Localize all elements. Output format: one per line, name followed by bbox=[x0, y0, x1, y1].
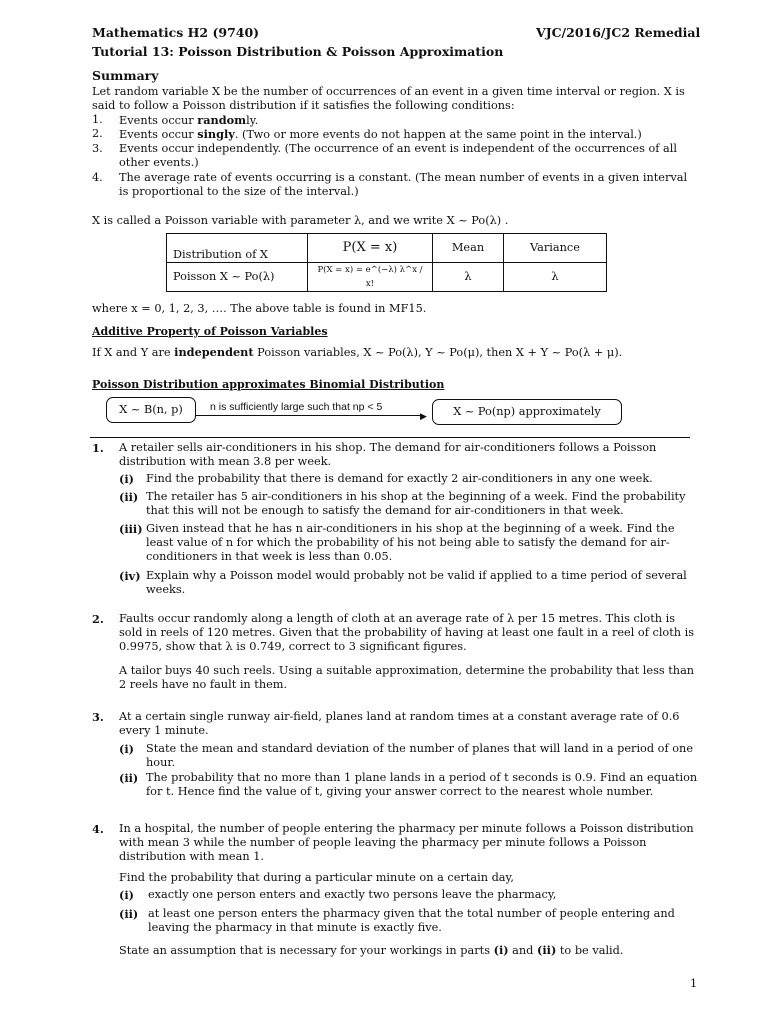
question-number: 2. bbox=[92, 612, 104, 626]
part-label: (i) bbox=[119, 742, 134, 756]
course-title: Mathematics H2 (9740) bbox=[92, 25, 260, 40]
condition-number: 4. bbox=[92, 171, 103, 184]
part-label: (i) bbox=[119, 888, 134, 902]
page-number: 1 bbox=[690, 977, 698, 990]
table-cell-pmf: P(X = x) = e^(−λ) λ^x / x! bbox=[308, 263, 433, 292]
part-text: least value of n for which the probability of his not being able to satisfy the demand for air- bbox=[146, 536, 670, 549]
question-text: 0.9975, show that λ is 0.749, correct to 3 significant figures. bbox=[119, 640, 467, 653]
condition-2: Events occur singly. (Two or more events do not happen at the same point in the interval.) bbox=[119, 127, 642, 141]
question-number: 3. bbox=[92, 710, 104, 724]
part-label: (iv) bbox=[119, 569, 141, 583]
condition-4-cont: is proportional to the size of the interval.) bbox=[119, 185, 359, 198]
summary-intro-line: said to follow a Poisson distribution if it satisfies the following conditions: bbox=[92, 99, 515, 112]
condition-4: The average rate of events occurring is a constant. (The mean number of events in a given interval bbox=[119, 171, 688, 184]
table-head-distribution: Distribution of X bbox=[167, 234, 308, 263]
table-cell-mean: λ bbox=[433, 263, 504, 292]
part-text: hour. bbox=[146, 756, 176, 769]
poisson-table bbox=[166, 233, 607, 292]
part-label: (ii) bbox=[119, 907, 139, 921]
part-text: The retailer has 5 air-conditioners in his shop at the beginning of a week. Find the probability bbox=[146, 490, 686, 503]
poisson-box: X ~ Po(np) approximately bbox=[432, 399, 622, 425]
part-label: (ii) bbox=[119, 490, 139, 504]
table-note: where x = 0, 1, 2, 3, …. The above table is found in MF15. bbox=[92, 302, 427, 315]
additive-statement: If X and Y are independent Poisson variables, X ~ Po(λ), Y ~ Po(μ), then X + Y ~ Po(λ + μ). bbox=[92, 345, 623, 359]
part-text: The probability that no more than 1 plane lands in a period of t seconds is 0.9. Find an equation bbox=[146, 771, 698, 784]
part-text: Find the probability that there is demand for exactly 2 air-conditioners in any one week. bbox=[146, 472, 653, 485]
question-text: Faults occur randomly along a length of cloth at an average rate of λ per 15 metres. This cloth is bbox=[119, 612, 676, 625]
part-text: at least one person enters the pharmacy given that the total number of people entering and bbox=[148, 907, 675, 920]
condition-3-cont: other events.) bbox=[119, 156, 199, 169]
question-text: every 1 minute. bbox=[119, 724, 209, 737]
table-head-mean: Mean bbox=[433, 234, 504, 263]
arrow-shaft bbox=[196, 415, 424, 416]
question-number: 4. bbox=[92, 822, 104, 836]
condition-number: 2. bbox=[92, 127, 103, 140]
question-text: A retailer sells air-conditioners in his shop. The demand for air-conditioners follows a Poisson bbox=[119, 441, 657, 454]
summary-heading: Summary bbox=[92, 68, 159, 83]
question-number: 1. bbox=[92, 441, 104, 455]
question-lead: Find the probability that during a particular minute on a certain day, bbox=[119, 871, 515, 884]
part-label: (ii) bbox=[119, 771, 139, 785]
part-text: State the mean and standard deviation of the number of planes that will land in a period of one bbox=[146, 742, 694, 755]
tutorial-title: Tutorial 13: Poisson Distribution & Poisson Approximation bbox=[92, 44, 504, 59]
question-text: distribution with mean 1. bbox=[119, 850, 264, 863]
additive-heading: Additive Property of Poisson Variables bbox=[92, 325, 328, 338]
part-label: (iii) bbox=[119, 522, 143, 536]
binomial-box: X ~ B(n, p) bbox=[106, 397, 196, 423]
table-head-variance: Variance bbox=[504, 234, 607, 263]
poisson-definition: X is called a Poisson variable with parameter λ, and we write X ~ Po(λ) . bbox=[92, 214, 509, 227]
question-text: distribution with mean 3.8 per week. bbox=[119, 455, 332, 468]
table-cell-distribution: Poisson X ~ Po(λ) bbox=[167, 263, 308, 292]
section-divider bbox=[90, 437, 690, 438]
question-text: with mean 3 while the number of people leaving the pharmacy per minute follows a Poisson bbox=[119, 836, 647, 849]
part-text: Explain why a Poisson model would probably not be valid if applied to a time period of several bbox=[146, 569, 687, 582]
approx-heading: Poisson Distribution approximates Binomial Distribution bbox=[92, 378, 445, 391]
condition-3: Events occur independently. (The occurrence of an event is independent of the occurrences of all bbox=[119, 142, 677, 155]
condition-number: 3. bbox=[92, 142, 103, 155]
summary-intro-line: Let random variable X be the number of occurrences of an event in a given time interval or region. X is bbox=[92, 85, 685, 98]
arrow-head-icon: ▶ bbox=[420, 412, 427, 422]
question-closing: State an assumption that is necessary for your workings in parts (i) and (ii) to be valid. bbox=[119, 943, 624, 957]
question-text: sold in reels of 120 metres. Given that the probability of having at least one fault in a reel of cloth is bbox=[119, 626, 695, 639]
table-cell-variance: λ bbox=[504, 263, 607, 292]
part-text: Given instead that he has n air-conditioners in his shop at the beginning of a week. Find the bbox=[146, 522, 675, 535]
question-text: At a certain single runway air-field, planes land at random times at a constant average rate of 0.6 bbox=[119, 710, 680, 723]
table-head-pmf: P(X = x) bbox=[308, 234, 433, 263]
condition-1: Events occur randomly. bbox=[119, 113, 259, 127]
question-text: A tailor buys 40 such reels. Using a suitable approximation, determine the probability that less than bbox=[119, 664, 695, 677]
part-text: for t. Hence find the value of t, giving your answer correct to the nearest whole number. bbox=[146, 785, 654, 798]
question-text: In a hospital, the number of people entering the pharmacy per minute follows a Poisson distribution bbox=[119, 822, 694, 835]
approx-condition: n is sufficiently large such that np < 5 bbox=[210, 401, 383, 413]
part-text: leaving the pharmacy in that minute is exactly five. bbox=[148, 921, 442, 934]
part-text: conditioners in that week is less than 0.05. bbox=[146, 550, 393, 563]
question-text: 2 reels have no fault in them. bbox=[119, 678, 288, 691]
part-text: weeks. bbox=[146, 583, 186, 596]
part-text: that this will not be enough to satisfy the demand for air-conditioners in that week. bbox=[146, 504, 624, 517]
part-label: (i) bbox=[119, 472, 134, 486]
part-text: exactly one person enters and exactly two persons leave the pharmacy, bbox=[148, 888, 557, 901]
school-code: VJC/2016/JC2 Remedial bbox=[536, 25, 701, 40]
condition-number: 1. bbox=[92, 113, 103, 126]
